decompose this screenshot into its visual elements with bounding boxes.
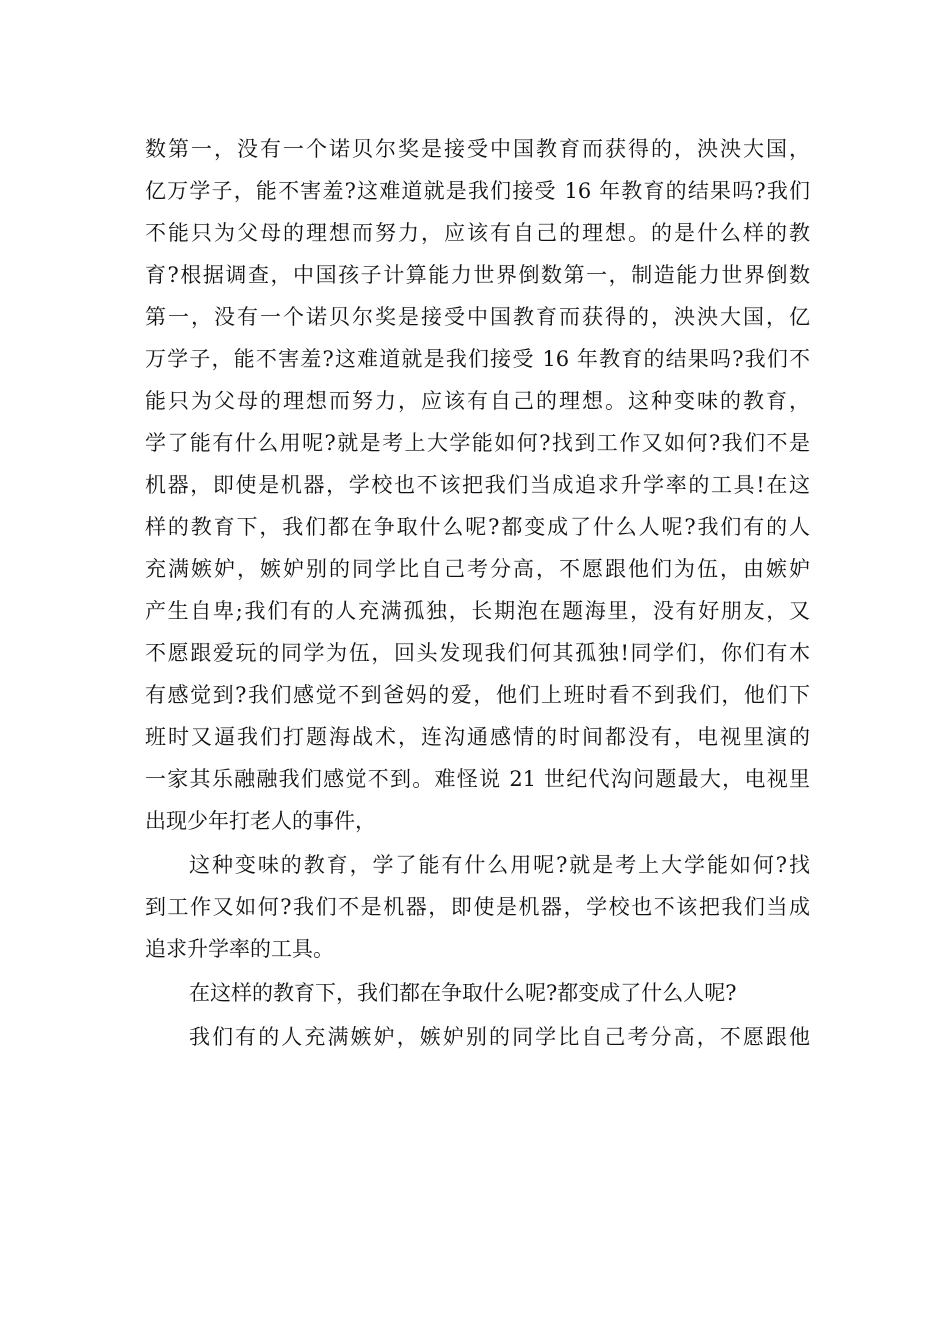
text-line: 我们有的人充满嫉妒，嫉妒别的同学比自己考分高，不愿跟他 [189,1025,810,1049]
text-line: 样的教育下，我们都在争取什么呢?都变成了什么人呢?我们有的人 [145,515,810,539]
text-line: 产生自卑;我们有的人充满孤独，长期泡在题海里，没有好朋友，又 [145,599,810,623]
text-line: 到工作又如何?我们不是机器，即使是机器，学校也不该把我们当成 [145,895,810,919]
text-line: 万学子，能不害羞?这难道就是我们接受 16 年教育的结果吗?我们不 [145,347,810,371]
body-text [145,128,810,1058]
text-line: 在这样的教育下，我们都在争取什么呢?都变成了什么人呢? [189,981,737,1005]
text-line: 学了能有什么用呢?就是考上大学能如何?找到工作又如何?我们不是 [145,431,810,455]
text-line: 这种变味的教育，学了能有什么用呢?就是考上大学能如何?找 [189,853,810,877]
text-line: 机器，即使是机器，学校也不该把我们当成追求升学率的工具!在这 [145,473,810,497]
text-line: 追求升学率的工具。 [145,937,334,961]
text-line: 有感觉到?我们感觉不到爸妈的爱，他们上班时看不到我们，他们下 [145,683,810,707]
text-line: 数第一，没有一个诺贝尔奖是接受中国教育而获得的，泱泱大国， [145,137,810,161]
paragraph-1 [145,128,810,842]
text-line: 一家其乐融融我们感觉不到。难怪说 21 世纪代沟问题最大，电视里 [145,767,810,791]
text-line: 班时又逼我们打题海战术，连沟通感情的时间都没有，电视里演的 [145,725,810,749]
text-line: 不能只为父母的理想而努力，应该有自己的理想。的是什么样的教 [145,221,810,245]
paragraph-4 [145,1016,810,1058]
paragraph-3 [145,972,810,1014]
paragraph-2 [145,844,810,970]
text-line: 第一，没有一个诺贝尔奖是接受中国教育而获得的，泱泱大国，亿 [145,305,810,329]
text-line: 出现少年打老人的事件， [145,809,376,833]
text-line: 育?根据调查，中国孩子计算能力世界倒数第一，制造能力世界倒数 [145,263,810,287]
text-line: 能只为父母的理想而努力，应该有自己的理想。这种变味的教育， [145,389,810,413]
text-line: 亿万学子，能不害羞?这难道就是我们接受 16 年教育的结果吗?我们 [145,179,810,203]
text-line: 充满嫉妒，嫉妒别的同学比自己考分高，不愿跟他们为伍，由嫉妒 [145,557,810,581]
text-line: 不愿跟爱玩的同学为伍，回头发现我们何其孤独!同学们，你们有木 [145,641,810,665]
